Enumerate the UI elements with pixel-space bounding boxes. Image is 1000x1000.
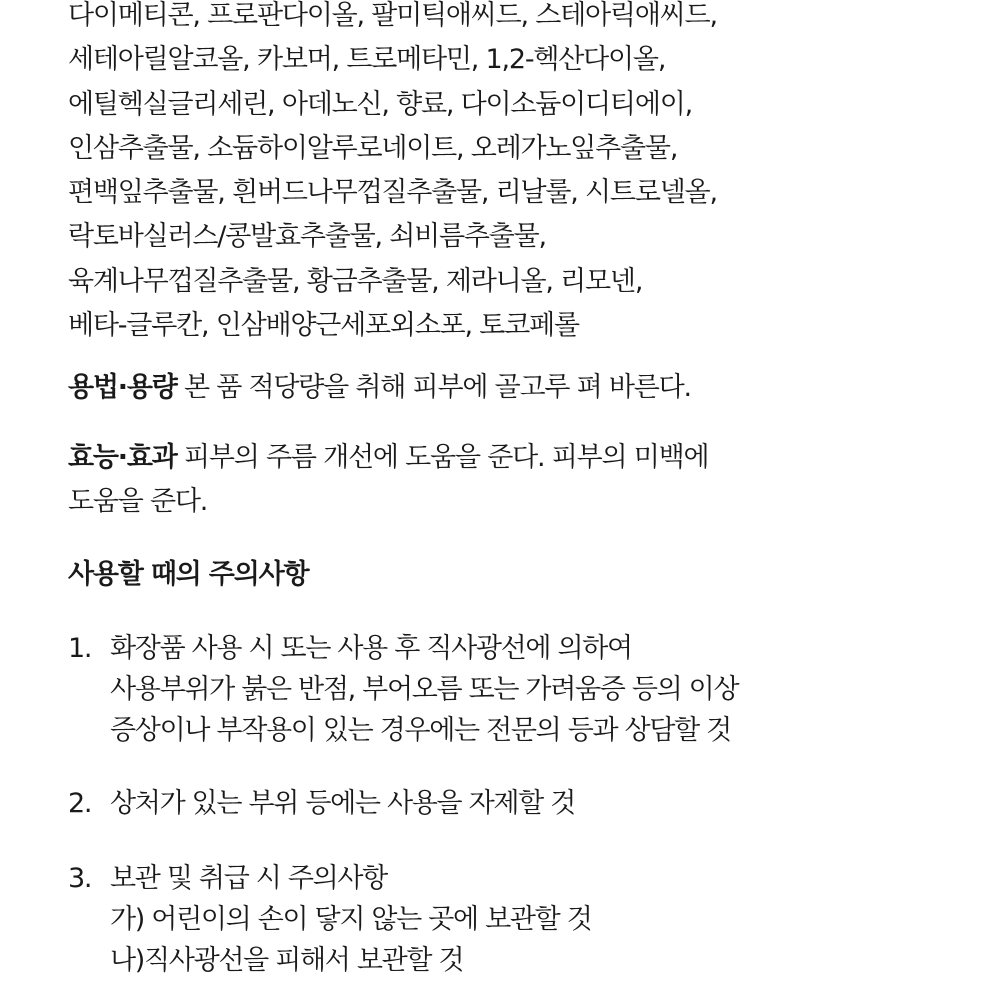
ingredients-line: 베타-글루칸, 인삼배양근세포외소포, 토코페롤 xyxy=(68,310,579,342)
caution-item-line: 화장품 사용 시 또는 사용 후 직사광선에 의하여 xyxy=(110,633,632,664)
ingredients-line: 육계나무껍질추출물, 황금추출물, 제라니올, 리모넨, xyxy=(68,265,643,297)
ingredients-line: 편백잎추출물, 흰버드나무껍질추출물, 리날룰, 시트로넬올, xyxy=(68,177,717,209)
effect-text: 피부의 주름 개선에 도움을 준다. 피부의 미백에 xyxy=(176,442,709,473)
ingredients-line: 다이메티콘, 프로판다이올, 팔미틱애씨드, 스테아릭애씨드, xyxy=(68,0,717,31)
ingredients-line: 인삼추출물, 소듐하이알루로네이트, 오레가노잎추출물, xyxy=(68,132,678,164)
caution-title: 사용할 때의 주의사항 xyxy=(68,559,309,590)
ingredients-line: 에틸헥실글리세린, 아데노신, 향료, 다이소듐이디티에이, xyxy=(68,88,692,120)
caution-item-body xyxy=(110,628,738,751)
caution-item-line: 사용부위가 붉은 반점, 부어오름 또는 가려움증 등의 이상 xyxy=(110,674,739,705)
ingredients-list xyxy=(68,0,717,348)
caution-item-body xyxy=(110,858,592,981)
effect-section xyxy=(68,436,708,524)
caution-item-number: 1. xyxy=(68,633,92,664)
caution-item-line: 가) 어린이의 손이 닿지 않는 곳에 보관할 것 xyxy=(110,904,592,935)
effect-text-continued: 도움을 준다. xyxy=(68,486,208,517)
caution-item-line: 보관 및 취급 시 주의사항 xyxy=(110,863,387,894)
effect-label: 효능·효과 xyxy=(68,442,177,473)
caution-item-number: 3. xyxy=(68,863,92,894)
caution-item-body xyxy=(110,783,575,824)
usage-section xyxy=(68,366,691,410)
caution-item-line: 증상이나 부작용이 있는 경우에는 전문의 등과 상담할 것 xyxy=(110,715,731,746)
product-info-page xyxy=(68,0,968,1000)
usage-text: 본 품 적당량을 취해 피부에 골고루 펴 바른다. xyxy=(176,372,691,403)
caution-item-line: 나)직사광선을 피해서 보관할 것 xyxy=(110,945,464,976)
caution-item-number: 2. xyxy=(68,788,92,819)
ingredients-line: 락토바실러스/콩발효추출물, 쇠비름추출물, xyxy=(68,221,546,253)
effect-line xyxy=(68,436,708,480)
ingredients-line: 세테아릴알코올, 카보머, 트로메타민, 1,2-헥산다이올, xyxy=(68,44,666,76)
caution-item-line: 상처가 있는 부위 등에는 사용을 자제할 것 xyxy=(110,788,575,819)
usage-label: 용법·용량 xyxy=(68,372,177,403)
